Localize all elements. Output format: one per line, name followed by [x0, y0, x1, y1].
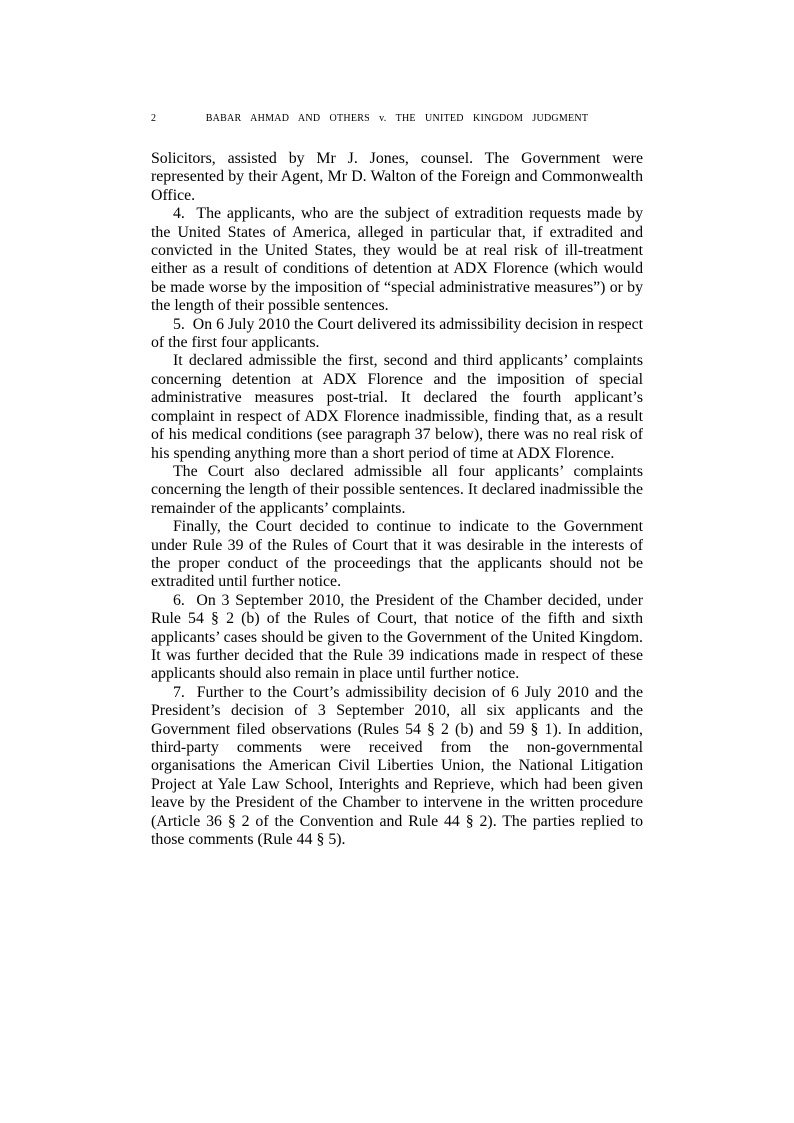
document-body: [151, 150, 643, 849]
page-number: 2: [151, 113, 156, 124]
paragraph: Solicitors, assisted by Mr J. Jones, counsel. The Government were represented by their Agent, Mr D. Walton of the Foreign and Commonwealth Office.: [151, 150, 643, 204]
paragraph: 7. Further to the Court’s admissibility decision of 6 July 2010 and the President’s decision of 3 September 2010, all six applicants and the Government filed observations (Rules 54 § 2 (b) and 59 § 1). In addition, third-party comments were received from the non-governmental organisations the American Civil Liberties Union, the National Litigation Project at Yale Law School, Interights and Reprieve, which had been given leave by the President of the Chamber to intervene in the written procedure (Article 36 § 2 of the Convention and Rule 44 § 2). The parties replied to those comments (Rule 44 § 5).: [151, 683, 643, 849]
paragraph: 5. On 6 July 2010 the Court delivered its admissibility decision in respect of the first four applicants.: [151, 315, 643, 352]
paragraph: 6. On 3 September 2010, the President of the Chamber decided, under Rule 54 § 2 (b) of the Rules of Court, that notice of the fifth and sixth applicants’ cases should be given to the Government of the United Kingdom. It was further decided that the Rule 39 indications made in respect of these applicants should also remain in place until further notice.: [151, 591, 643, 683]
paragraph: It declared admissible the first, second and third applicants’ complaints concerning detention at ADX Florence and the imposition of special administrative measures post-trial. It declared the fourth applicant’s complaint in respect of ADX Florence inadmissible, finding that, as a result of his medical conditions (see paragraph 37 below), there was no real risk of his spending anything more than a short period of time at ADX Florence.: [151, 352, 643, 462]
paragraph: Finally, the Court decided to continue to indicate to the Government under Rule 39 of the Rules of Court that it was desirable in the interests of the proper conduct of the proceedings that the applicants should not be extradited until further notice.: [151, 518, 643, 591]
paragraph: The Court also declared admissible all four applicants’ complaints concerning the length of their possible sentences. It declared inadmissible the remainder of the applicants’ complaints.: [151, 462, 643, 517]
running-title: BABAR AHMAD AND OTHERS v. THE UNITED KINGDOM JUDGMENT: [205, 113, 589, 124]
paragraph: 4. The applicants, who are the subject of extradition requests made by the United States of America, alleged in particular that, if extradited and convicted in the United States, they would be at real risk of ill-treatment either as a result of conditions of detention at ADX Florence (which would be made worse by the imposition of “special administrative measures”) or by the length of their possible sentences.: [151, 205, 643, 315]
page-header: [151, 113, 643, 126]
